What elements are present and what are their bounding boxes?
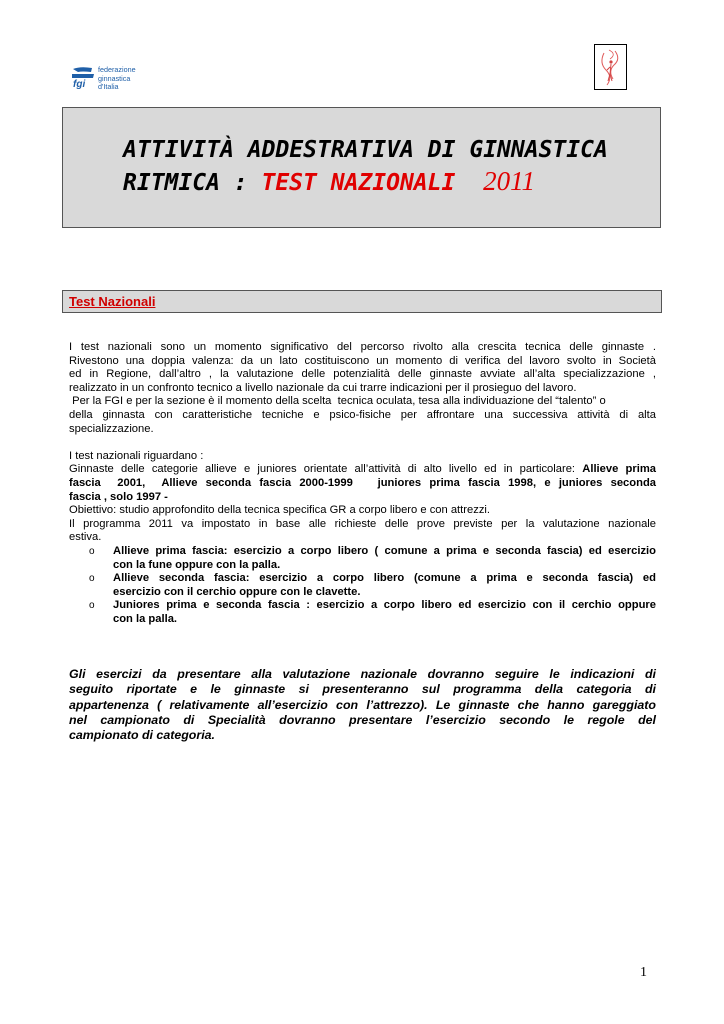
list-item: o Allieve seconda fascia: esercizio a corpo libero (comune a prima e seconda fascia) ed esercizio con il cerchio oppure con le clavette. xyxy=(89,572,656,598)
intro-line: Per la FGI e per la sezione è il momento della scelta tecnica oculata, tesa alla individuazione del “talento” o xyxy=(69,395,606,408)
intro-line: realizzato in un confronto tecnico a livello nazionale da cui trarre indicazioni per il prosieguo del lavoro. xyxy=(69,381,577,394)
rhythmic-gymnast-ribbon-icon xyxy=(595,45,626,89)
title-box xyxy=(62,107,661,228)
intro-line: ed in Regione, dall’altro , la valutazione delle potenzialità delle ginnaste avviate all’alta specializzazione , xyxy=(69,368,656,381)
categories-bold: fascia , solo 1997 - xyxy=(69,490,168,503)
categories-text: Ginnaste delle categorie allieve e juniores orientate all’attività di alto livello ed in particolare: xyxy=(69,463,583,476)
details-line: I test nazionali riguardano : xyxy=(69,449,204,462)
gymnast-emblem xyxy=(594,44,627,90)
categories-bold: fascia 2001, Allieve seconda fascia 2000-1999 juniores prima fascia 1998, e juniores seconda xyxy=(69,476,656,489)
title-prefix: RITMICA : xyxy=(123,170,262,196)
closing-line: nel campionato di Specialità dovranno presentare l’esercizio secondo le regole del xyxy=(69,712,656,727)
categories-bold: Allieve prima xyxy=(582,463,656,476)
list-item: o Allieve prima fascia: esercizio a corpo libero ( comune a prima e seconda fascia) ed esercizio con la fune oppure con la palla. xyxy=(89,544,656,571)
section-header-box xyxy=(62,290,662,313)
details-line: Il programma 2011 va impostato in base alle richieste delle prove previste per la valutazione nazionale xyxy=(69,517,656,530)
details-line: estiva. xyxy=(69,531,102,544)
document-title-line-2 xyxy=(123,166,660,197)
logo-mark-text: fgi xyxy=(73,79,86,90)
fgi-logo-icon xyxy=(70,66,96,90)
title-year: 2011 xyxy=(483,166,536,196)
details-line xyxy=(69,477,656,491)
intro-line: I test nazionali sono un momento significativo del percorso rivolto alla crescita tecnica delle ginnaste . xyxy=(69,341,656,353)
document-title-line-1: ATTIVITÀ ADDESTRATIVA DI GINNASTICA xyxy=(123,137,608,163)
intro-line: Rivestono una doppia valenza: da un lato costituiscono un momento di verifica del lavoro svolto in Società xyxy=(69,354,656,367)
closing-line: campionato di categoria. xyxy=(69,728,215,743)
intro-line: della ginnasta con caratteristiche tecniche e psico-fisiche per affrontare una successiva attività di alta xyxy=(69,408,656,421)
logo-wordmark xyxy=(98,66,136,92)
logo-line-2: ginnastica xyxy=(98,73,131,83)
closing-line: seguito riportate e le ginnaste si presenteranno sul programma della categoria di xyxy=(69,682,656,697)
details-line xyxy=(69,491,656,505)
closing-paragraph xyxy=(69,667,656,743)
body-text xyxy=(69,341,656,626)
intro-line: specializzazione. xyxy=(69,422,154,435)
section-title: Test Nazionali xyxy=(69,294,156,309)
page-number: 1 xyxy=(640,965,647,980)
details-line: Obiettivo: studio approfondito della tecnica specifica GR a corpo libero e con attrezzi. xyxy=(69,504,491,517)
logo-line-3: d'Italia xyxy=(98,82,119,92)
details-line xyxy=(69,463,656,477)
list-item: o Juniores prima e seconda fascia : esercizio a corpo libero ed esercizio con il cerchio oppure con la palla. xyxy=(89,599,656,625)
fgi-logo xyxy=(70,66,150,92)
logo-line-1: federazione xyxy=(98,65,136,74)
bullet-icon: o xyxy=(89,573,95,585)
title-highlight: TEST NAZIONALI xyxy=(261,170,456,196)
bullet-icon: o xyxy=(89,545,95,557)
closing-line: Gli esercizi da presentare alla valutazione nazionale dovranno seguire le indicazioni di xyxy=(69,667,656,681)
bullet-icon: o xyxy=(89,600,95,612)
closing-line: appartenenza ( relativamente all’esercizio con l’attrezzo). Le ginnaste che hanno gareggiato xyxy=(69,697,656,712)
exercise-options-list xyxy=(69,545,656,627)
